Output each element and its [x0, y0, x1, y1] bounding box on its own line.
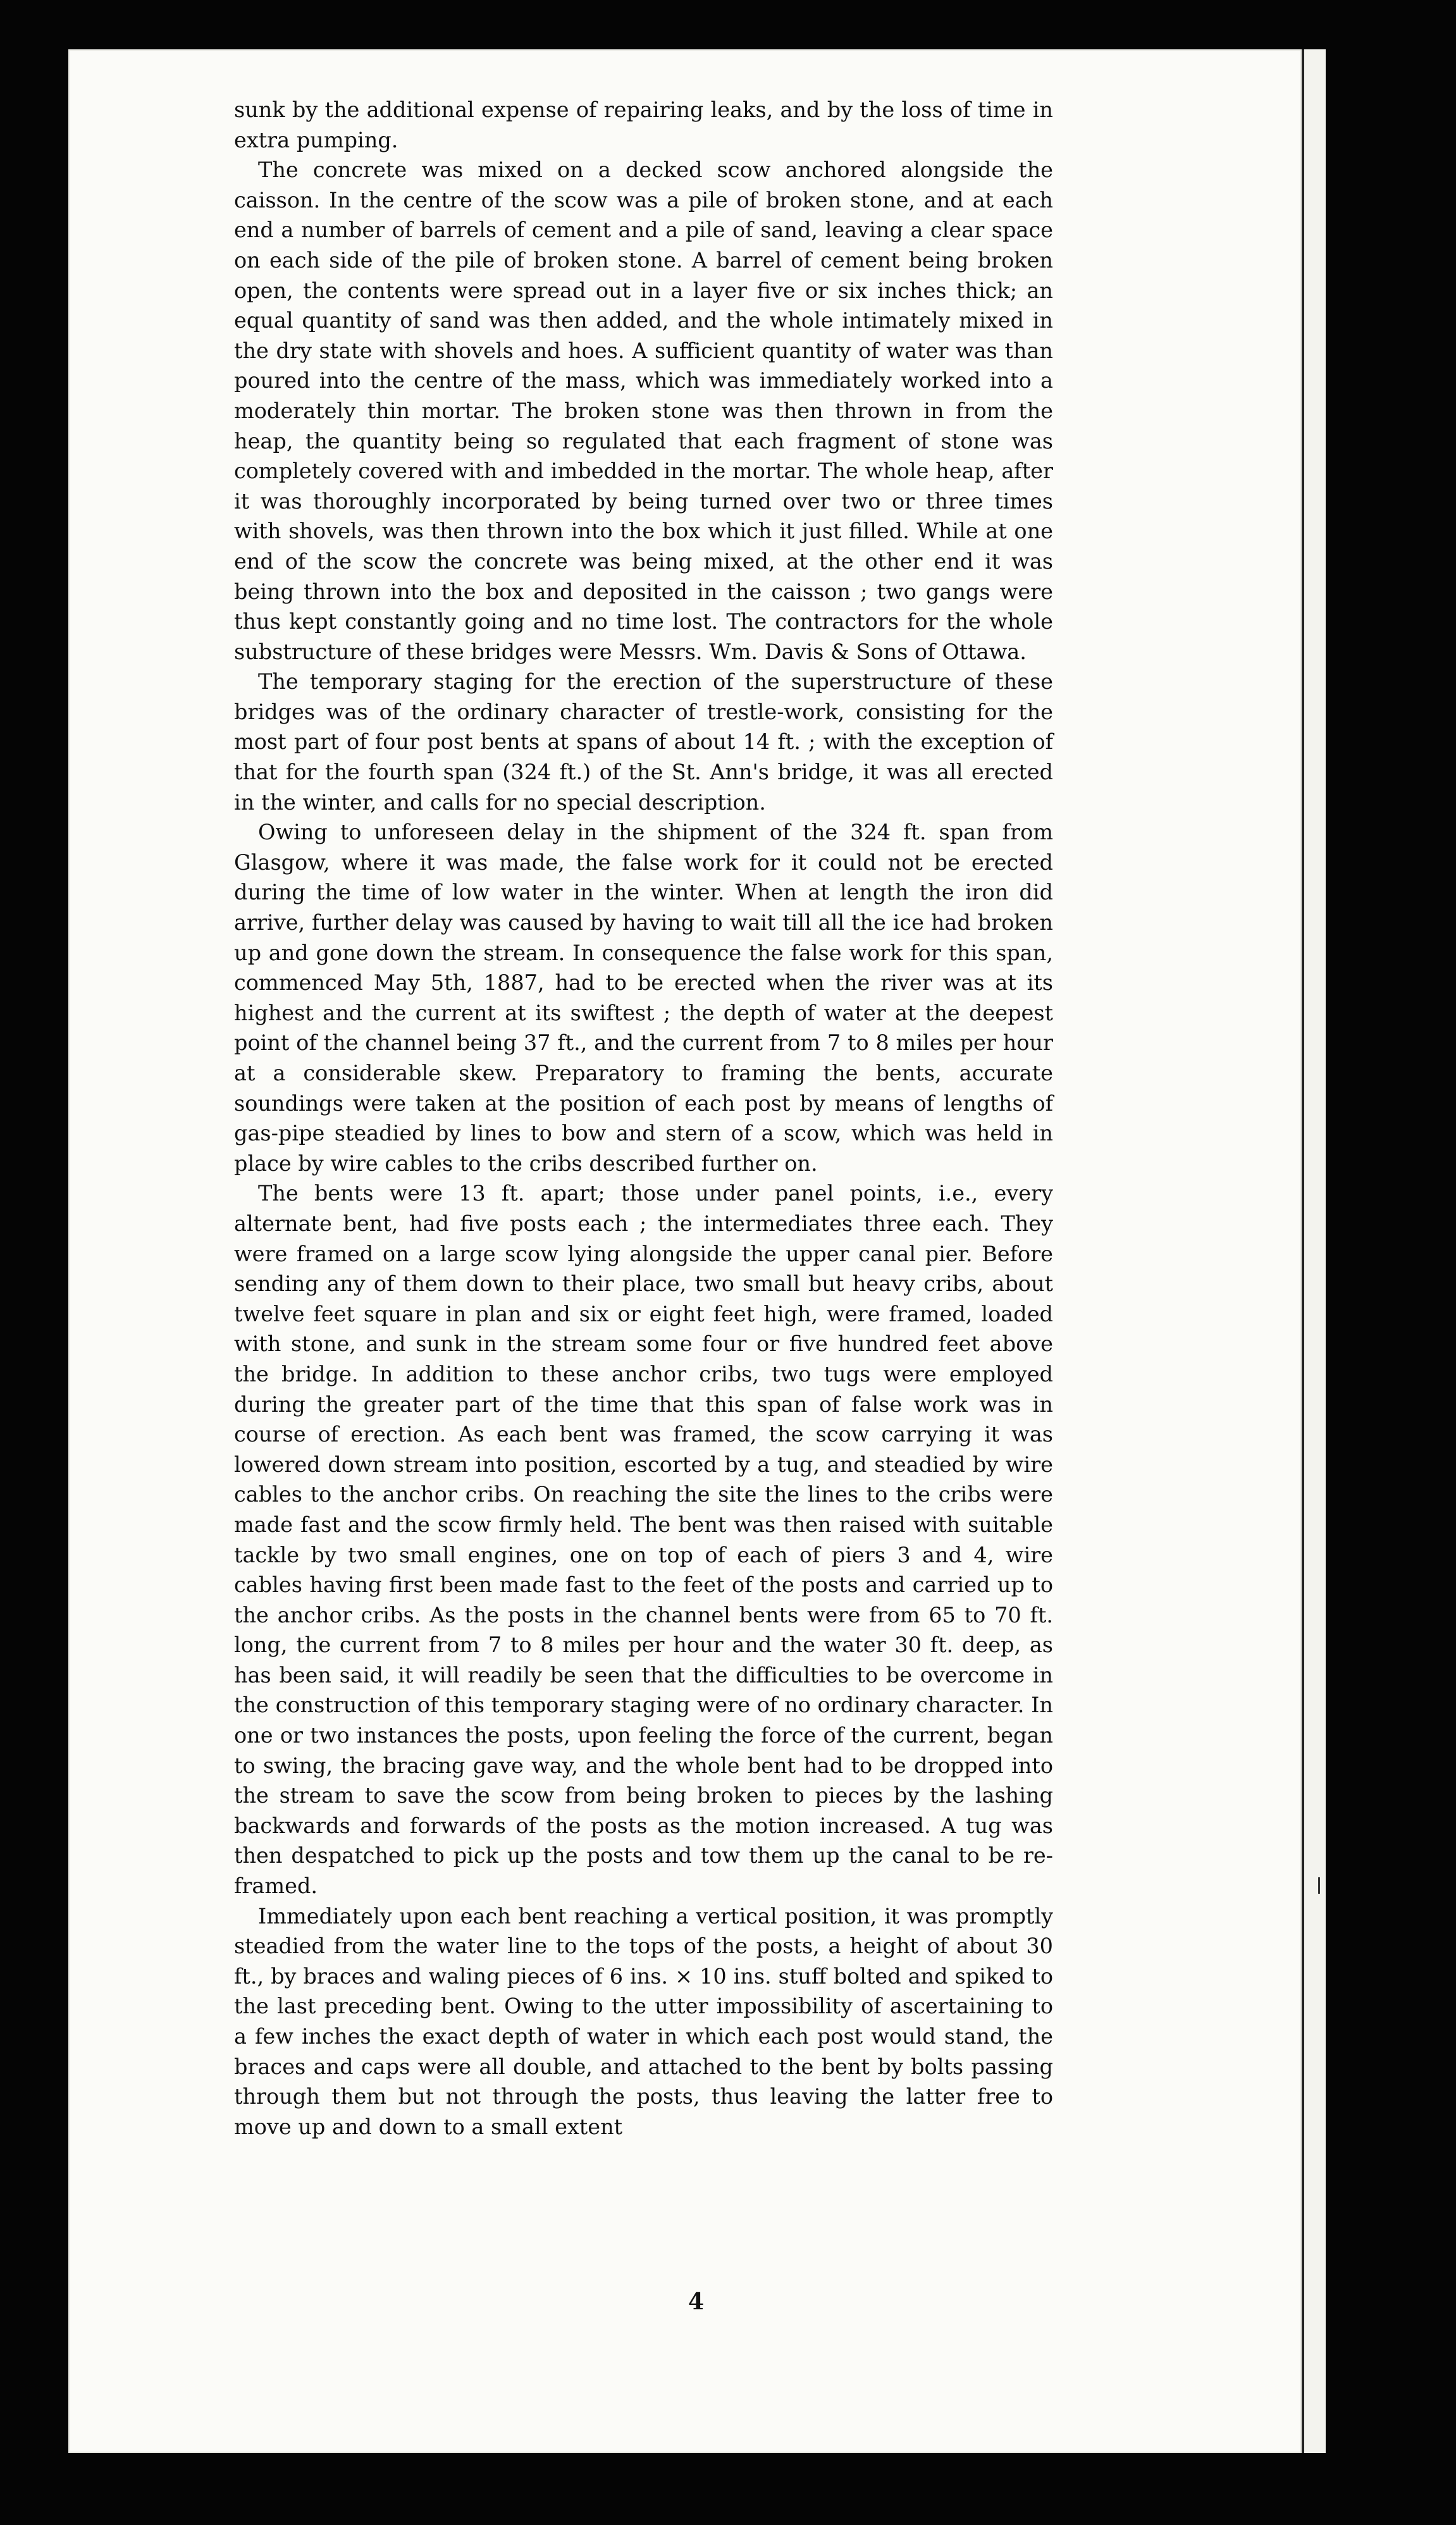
paragraph-concrete-mixing: The concrete was mixed on a decked scow anchored alongside the caisson. In the centre of the scow was a pile of broken stone, and at each end a number of barrels of cement and a pile of sand, leaving a clear space on each side of the pile of broken stone. A barrel of cement being broken open, the contents were spread out in a layer five or six inches thick; an equal quantity of sand was then added, and the whole intimately mixed in the dry state with shovels and hoes. A sufficient quantity of water was than poured into the centre of the mass, which was immediately worked into a moderately thin mortar. The broken stone was then thrown in from the heap, the quantity being so regulated that each fragment of stone was completely covered with and imbedded in the mortar. The whole heap, after it was thoroughly incorporated by being turned over two or three times with shovels, was then thrown into the box which it just filled. While at one end of the scow the concrete was being mixed, at the other end it was being thrown into the box and deposited in the caisson ; two gangs were thus kept constantly going and no time lost. The contractors for the whole substructure of these bridges were Messrs. Wm. Davis & Sons of Ottawa. [234, 157, 1053, 664]
paragraph-shipment-delay: Owing to unforeseen delay in the shipment of the 324 ft. span from Glasgow, where it was made, the false work for it could not be erected during the time of low water in the winter. When at length the iron did arrive, further delay was caused by having to wait till all the ice had broken up and gone down the stream. In consequence the false work for this span, commenced May 5th, 1887, had to be erected when the river was at its highest and the current at its swiftest ; the depth of water at the deepest point of the channel being 37 ft., and the current from 7 to 8 miles per hour at a considerable skew. Preparatory to framing the bents, accurate soundings were taken at the position of each post by means of lengths of gas-pipe steadied by lines to bow and stern of a scow, which was held in place by wire cables to the cribs described further on. [234, 820, 1053, 1176]
paragraph-bents: The bents were 13 ft. apart; those under panel points, i.e., every alternate bent, had five posts each ; the intermediates three each. They were framed on a large scow lying alongside the upper canal pier. Before sending any of them down to their place, two small but heavy cribs, about twelve feet square in plan and six or eight feet high, were framed, loaded with stone, and sunk in the stream some four or five hundred feet above the bridge. In addition to these anchor cribs, two tugs were employed during the greater part of the time that this span of false work was in course of erection. As each bent was framed, the scow carrying it was lowered down stream into position, escorted by a tug, and steadied by wire cables to the anchor cribs. On reaching the site the lines to the cribs were made fast and the scow firmly held. The bent was then raised with suitable tackle by two small engines, one on top of each of piers 3 and 4, wire cables having first been made fast to the feet of the posts and carried up to the anchor cribs. As the posts in the channel bents were from 65 to 70 ft. long, the current from 7 to 8 miles per hour and the water 30 ft. deep, as has been said, it will readily be seen that the difficulties to be overcome in the construction of this temporary staging were of no ordinary character. In one or two instances the posts, upon feeling the force of the current, began to swing, the bracing gave way, and the whole bent had to be dropped into the stream to save the scow from being broken to pieces by the lashing backwards and forwards of the posts as the motion increased. A tug was then despatched to pick up the posts and tow them up the canal to be re-framed. [234, 1181, 1053, 1899]
page-number: 4 [688, 2288, 705, 2315]
paragraph-bracing: Immediately upon each bent reaching a vertical position, it was promptly steadied from the water line to the tops of the posts, a height of about 30 ft., by braces and waling pieces of 6 ins. × 10 ins. stuff bolted and spiked to the last preceding bent. Owing to the utter impossibility of ascertaining to a few inches the exact depth of water in which each post would stand, the braces and caps were all double, and attached to the bent by bolts passing through them but not through the posts, thus leaving the latter free to move up and down to a small extent [234, 1903, 1053, 2139]
body-text [234, 95, 1053, 2142]
paragraph-temporary-staging: The temporary staging for the erection of the superstructure of these bridges was of the ordinary character of trestle-work, consisting for the most part of four post bents at spans of about 14 ft. ; with the exception of that for the fourth span (324 ft.) of the St. Ann's bridge, it was all erected in the winter, and calls for no special description. [234, 669, 1053, 815]
adjacent-page-edge [1302, 49, 1326, 2453]
paragraph-continued: sunk by the additional expense of repairing leaks, and by the loss of time in extra pumping. [234, 97, 1053, 152]
margin-mark [1309, 1877, 1320, 1894]
